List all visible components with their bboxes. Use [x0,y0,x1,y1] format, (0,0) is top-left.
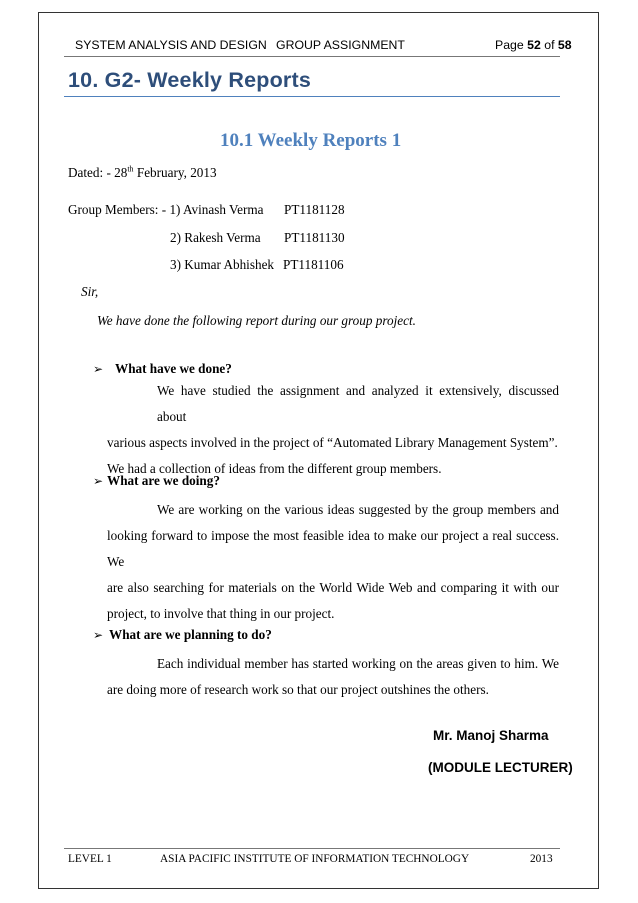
q2-line-3: are also searching for materials on the World Wide Web and comparing it with our [107,580,559,595]
subsection-title: 10.1 Weekly Reports 1 [220,130,402,151]
footer-rule [64,848,560,849]
salutation: Sir, [81,284,99,299]
header-page-number: Page 52 of 58 [495,38,572,52]
member-2-name: 2) Rakesh Verma [170,230,261,245]
header-left: SYSTEM ANALYSIS AND DESIGN [75,38,267,52]
q2-title: What are we doing? [107,473,220,488]
header-center: GROUP ASSIGNMENT [276,38,405,52]
intro-text: We have done the following report during our group project. [97,313,416,328]
member-2-id: PT1181130 [284,230,345,245]
q3-line-2: are doing more of research work so that our project outshines the others. [107,682,489,697]
signature-name: Mr. Manoj Sharma [433,728,549,743]
q3-line-1: Each individual member has started working on the areas given to him. We [157,656,559,671]
q1-line-3: We had a collection of ideas from the different group members. [107,461,442,476]
q2-body [107,497,559,627]
header-rule [64,56,560,57]
member-1-id: PT1181128 [284,202,345,217]
bullet-icon: ➢ [93,474,104,488]
footer-right: 2013 [530,853,553,865]
title-rule [64,96,560,97]
q1-line-2: various aspects involved in the project of “Automated Library Management System”. [107,435,558,450]
members-label: Group Members: - 1) Avinash Verma [68,202,264,217]
q2-line-4: project, to involve that thing in our project. [107,606,335,621]
bullet-icon: ➢ [93,362,104,376]
member-3-id: PT1181106 [283,257,344,272]
dated-line: Dated: - 28th February, 2013 [68,164,217,180]
section-title: 10. G2- Weekly Reports [68,68,311,92]
q2-line-1: We are working on the various ideas suggested by the group members and [157,502,559,517]
q1-line-1: We have studied the assignment and analyzed it extensively, discussed about [157,383,559,424]
q3-title: What are we planning to do? [109,627,272,642]
q2-line-2: looking forward to impose the most feasible idea to make our project a real success. We [107,528,559,569]
q1-body [107,378,559,482]
q3-body [107,651,559,703]
footer-center: ASIA PACIFIC INSTITUTE OF INFORMATION TECHNOLOGY [160,853,470,865]
footer-left: LEVEL 1 [68,853,112,865]
member-3-name: 3) Kumar Abhishek [170,257,275,272]
signature-role: (MODULE LECTURER) [428,760,573,775]
bullet-icon: ➢ [93,628,104,642]
q1-title: What have we done? [115,361,232,376]
